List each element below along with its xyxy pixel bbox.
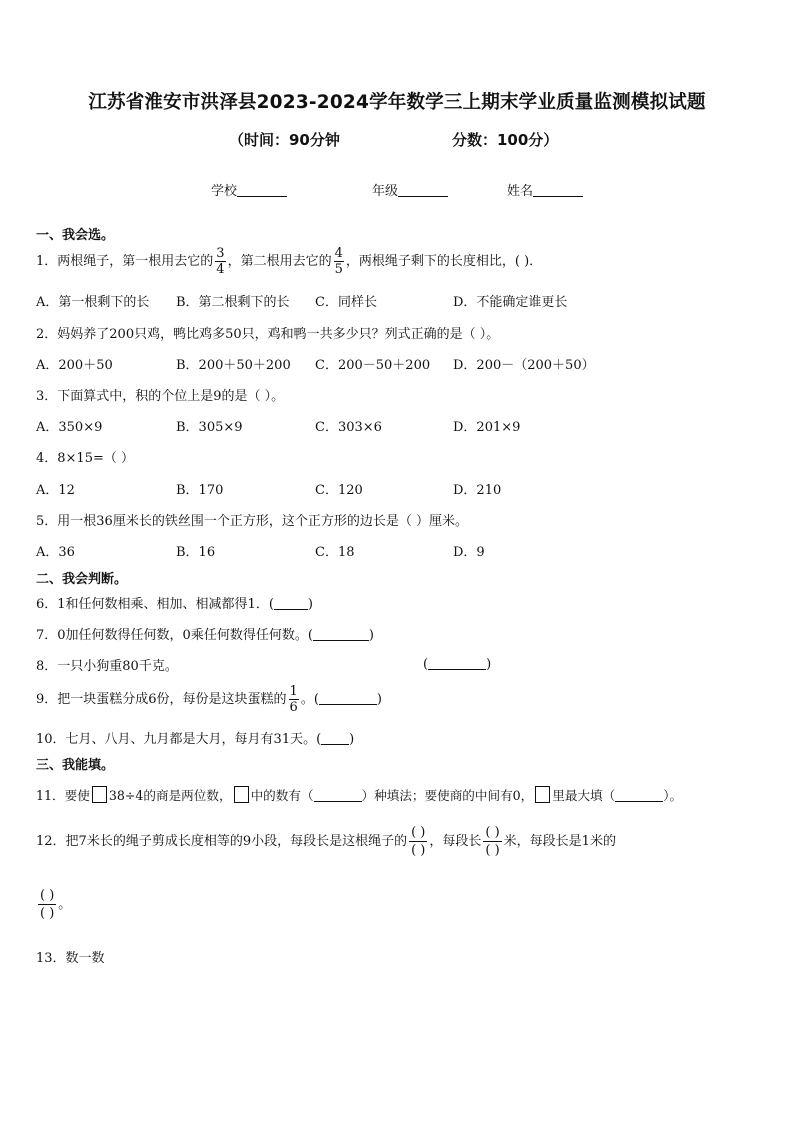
question-7 <box>36 624 374 643</box>
question-11-part2: 38÷4的商是两位数， <box>108 788 232 803</box>
question-11-part4: ）种填法；要使商的中间有0， <box>361 788 534 803</box>
fraction-numerator: 1 <box>289 684 298 699</box>
close-paren: ) <box>486 657 492 672</box>
square-box[interactable] <box>92 786 107 803</box>
answer-fraction-12b[interactable] <box>483 824 501 859</box>
q4-option-a[interactable]: A．12 <box>36 483 75 498</box>
fraction-denominator: 4 <box>216 262 225 277</box>
q3-option-c[interactable]: C．303×6 <box>315 420 382 435</box>
answer-blank-10[interactable] <box>321 730 349 745</box>
fraction-denominator: 6 <box>289 700 298 715</box>
answer-blank-6[interactable] <box>274 595 308 610</box>
section-3-heading: 三、我能填。 <box>36 758 115 773</box>
fraction-denominator-blank[interactable]: ( ) <box>40 906 55 921</box>
close-paren: ) <box>376 692 382 707</box>
question-11 <box>36 785 682 804</box>
question-13: 13．数一数 <box>36 951 105 966</box>
fraction-3-4 <box>215 246 225 277</box>
question-11-part6: ）。 <box>663 788 683 803</box>
question-11-part5: 里最大填（ <box>552 788 616 803</box>
question-8: 8．一只小狗重80千克。 <box>36 659 178 674</box>
fraction-denominator-blank[interactable]: ( ) <box>485 843 500 858</box>
fraction-numerator: 4 <box>334 246 343 261</box>
q2-option-c[interactable]: C．200－50＋200 <box>315 358 431 373</box>
q4-option-c[interactable]: C．120 <box>315 483 363 498</box>
question-10 <box>36 728 354 747</box>
question-12-part3: 米，每段长是1米的 <box>503 834 616 849</box>
question-1-prefix: 1．两根绳子，第一根用去它的 <box>36 254 214 269</box>
question-2: 2．妈妈养了200只鸡，鸭比鸡多50只，鸡和鸭一共多少只？列式正确的是（ ）。 <box>36 327 500 342</box>
grade-input[interactable] <box>398 182 448 197</box>
q2-option-a[interactable]: A．200＋50 <box>36 358 113 373</box>
grade-field <box>372 180 448 199</box>
question-1-middle: ，第二根用去它的 <box>227 254 332 269</box>
answer-blank-9[interactable] <box>319 690 377 705</box>
q5-option-d[interactable]: D．9 <box>453 545 485 560</box>
question-9-suffix: 。( <box>300 692 319 707</box>
fraction-numerator-blank[interactable]: ( ) <box>40 888 55 903</box>
q2-option-b[interactable]: B．200＋50＋200 <box>176 358 291 373</box>
q4-option-d[interactable]: D．210 <box>453 483 502 498</box>
question-12-continued <box>36 887 71 922</box>
fraction-numerator-blank[interactable]: ( ) <box>411 825 426 840</box>
question-8-answer <box>423 655 491 672</box>
school-field <box>211 180 287 199</box>
close-paren: ) <box>349 732 355 747</box>
question-12 <box>36 824 616 859</box>
question-9-prefix: 9．把一块蛋糕分成6份，每份是这块蛋糕的 <box>36 692 287 707</box>
q3-option-b[interactable]: B．305×9 <box>176 420 243 435</box>
q1-option-b[interactable]: B．第二根剩下的长 <box>176 295 290 310</box>
exam-score: 分数：100分） <box>452 131 559 149</box>
answer-fraction-12c[interactable] <box>38 887 56 922</box>
close-paren: ) <box>307 597 313 612</box>
fraction-1-6 <box>289 684 299 715</box>
school-input[interactable] <box>237 182 287 197</box>
q5-option-c[interactable]: C．18 <box>315 545 355 560</box>
q5-option-b[interactable]: B．16 <box>176 545 216 560</box>
question-12-part4: 。 <box>58 897 72 912</box>
name-label: 姓名 <box>507 184 534 199</box>
question-10-text: 10．七月、八月、九月都是大月，每月有31天。( <box>36 732 322 747</box>
square-box[interactable] <box>234 786 249 803</box>
school-label: 学校 <box>211 184 238 199</box>
question-11-part1: 11．要使 <box>36 788 90 803</box>
exam-time: （时间：90分钟 <box>229 131 340 149</box>
q1-option-d[interactable]: D．不能确定谁更长 <box>453 295 568 310</box>
question-6 <box>36 593 313 612</box>
question-9 <box>36 684 382 715</box>
square-box[interactable] <box>535 786 550 803</box>
fraction-4-5 <box>334 246 344 277</box>
q2-option-d[interactable]: D．200－（200＋50） <box>453 358 595 373</box>
fraction-numerator-blank[interactable]: ( ) <box>485 825 500 840</box>
answer-blank-11b[interactable] <box>615 787 663 802</box>
q1-option-a[interactable]: A．第一根剩下的长 <box>36 295 150 310</box>
name-field <box>507 180 583 199</box>
question-1-suffix: ，两根绳子剩下的长度相比，( )． <box>345 254 543 269</box>
question-11-part3: 中的数有（ <box>250 788 314 803</box>
question-7-text: 7．0加任何数得任何数，0乘任何数得任何数。( <box>36 628 313 643</box>
fraction-numerator: 3 <box>216 246 225 261</box>
question-12-part1: 12．把7米长的绳子剪成长度相等的9小段，每段长是这根绳子的 <box>36 834 408 849</box>
question-6-text: 6．1和任何数相乘、相加、相减都得1．( <box>36 597 274 612</box>
question-12-part2: ，每段长 <box>429 834 482 849</box>
answer-fraction-12a[interactable] <box>409 824 427 859</box>
section-2-heading: 二、我会判断。 <box>36 572 128 587</box>
q1-option-c[interactable]: C．同样长 <box>315 295 377 310</box>
q4-option-b[interactable]: B．170 <box>176 483 224 498</box>
q3-option-a[interactable]: A．350×9 <box>36 420 103 435</box>
grade-label: 年级 <box>372 184 399 199</box>
fraction-denominator: 5 <box>334 262 343 277</box>
q5-option-a[interactable]: A．36 <box>36 545 75 560</box>
q3-option-d[interactable]: D．201×9 <box>453 420 521 435</box>
question-3: 3．下面算式中，积的个位上是9的是（ ）。 <box>36 389 285 404</box>
question-5: 5．用一根36厘米长的铁丝围一个正方形，这个正方形的边长是（ ）厘米。 <box>36 514 468 529</box>
answer-blank-11a[interactable] <box>314 787 362 802</box>
answer-blank-7[interactable] <box>313 626 369 641</box>
answer-blank-8[interactable] <box>428 655 486 670</box>
section-1-heading: 一、我会选。 <box>36 228 115 243</box>
question-1 <box>36 246 542 277</box>
question-4: 4．8×15=（ ） <box>36 451 135 466</box>
name-input[interactable] <box>533 182 583 197</box>
fraction-denominator-blank[interactable]: ( ) <box>411 843 426 858</box>
close-paren: ) <box>368 628 374 643</box>
page-title: 江苏省淮安市洪泽县2023-2024学年数学三上期末学业质量监测模拟试题 <box>88 92 706 113</box>
open-paren: ( <box>423 657 429 672</box>
